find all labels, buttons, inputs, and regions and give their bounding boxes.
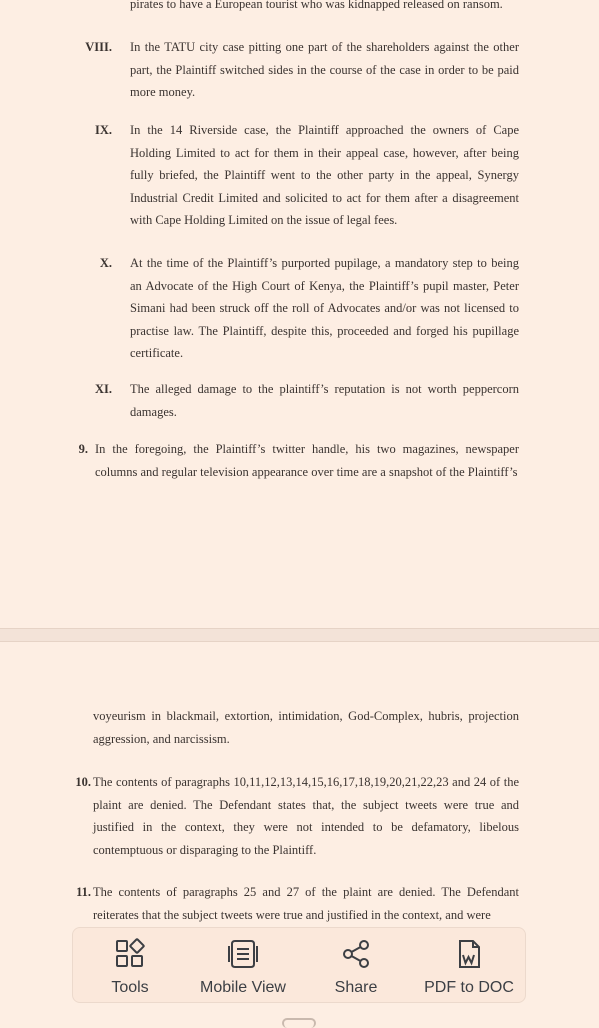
share-icon [340,938,372,970]
bottom-toolbar [72,927,526,1003]
item-text: In the TATU city case pitting one part of the shareholders against the other part, the Plaintiff switched sides in the course of the case in order to be paid more money. [130,40,519,99]
tools-label: Tools [111,979,149,996]
item-text: At the time of the Plaintiff’s purported pupilage, a mandatory step to being an Advocate of the High Court of Kenya, the Plaintiff’s pupil master, Peter Simani had been struck off the roll of Advocates and/or was not licensed to practise law. The Plaintiff, despite this, proceeded and forged his pupillage certificate. [130,256,519,360]
paragraph-number: 10. [75,775,91,789]
mobile-view-label: Mobile View [200,979,286,996]
paragraph-text: The contents of paragraphs 25 and 27 of the plaint are denied. The Defendant reiterates that the subject tweets were true and justified in the context, and were [93,885,519,922]
paragraph-number: 9. [78,442,88,456]
paragraph-continuation: voyeurism in blackmail, extortion, intimidation, God-Complex, hubris, projection aggression, and narcissism. [93,709,519,746]
paragraph-text: The contents of paragraphs 10,11,12,13,14,15,16,17,18,19,20,21,22,23 and 24 of the plaint are denied. The Defendant states that, the subject tweets were true and justified in the context, they were not intended to be defamatory, libelous contemptuous or disparaging to the Plaintiff. [93,775,519,857]
mobile-view-button[interactable] [187,928,299,1004]
paragraph-number: 11. [76,885,91,899]
item-text: The alleged damage to the plaintiff’s reputation is not worth peppercorn damages. [130,382,519,419]
item-number: IX. [94,123,112,137]
pdf-to-doc-label: PDF to DOC [424,979,514,996]
mobile-view-icon [227,938,259,970]
share-button[interactable] [299,928,413,1004]
pdf-to-doc-icon [453,938,485,970]
item-number: XI. [94,382,112,396]
paragraph-text: In the foregoing, the Plaintiff’s twitter handle, his two magazines, newspaper columns and regular television appearance over time are a snapshot of the Plaintiff’s [95,442,519,479]
drag-handle[interactable] [282,1018,316,1028]
top-line: pirates to have a European tourist who was kidnapped released on ransom. [130,0,503,11]
item-number: VIII. [85,40,112,54]
tools-button[interactable] [73,928,187,1004]
share-label: Share [334,979,378,996]
item-text: In the 14 Riverside case, the Plaintiff approached the owners of Cape Holding Limited to act for them in their appeal case, however, after being fully briefed, the Plaintiff went to the other party in the appeal, Synergy Industrial Credit Limited and solicited to act for them after a disagreement with Cape Holding Limited on the issue of legal fees. [130,123,519,227]
tools-icon [114,938,146,970]
page-divider [0,628,599,642]
item-number: X. [99,256,112,270]
pdf-to-doc-button[interactable] [413,928,525,1004]
